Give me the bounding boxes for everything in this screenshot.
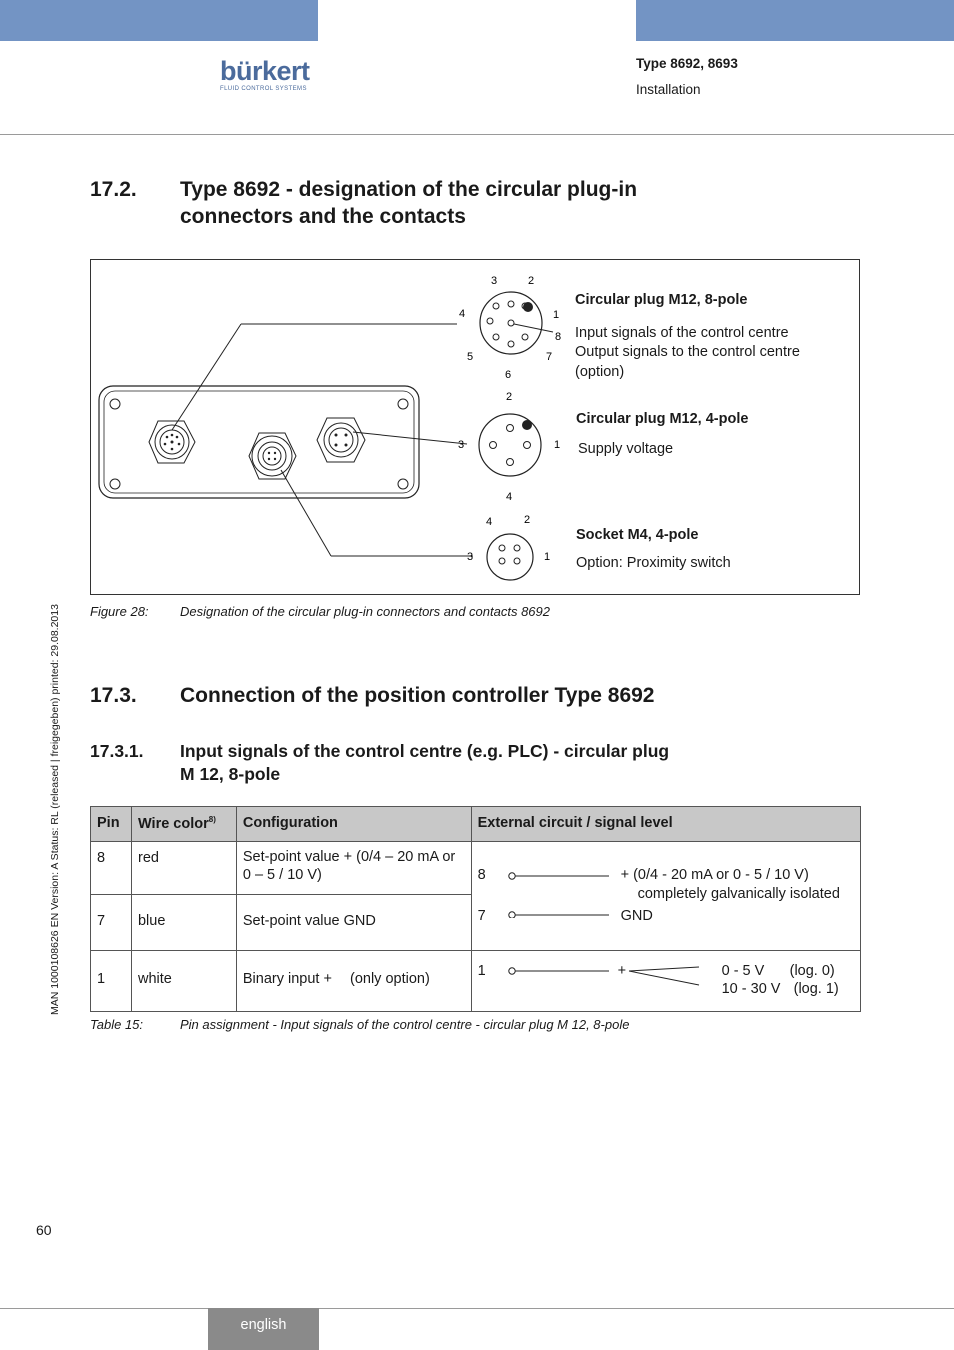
figure-caption-text: Designation of the circular plug-in connectors and contacts 8692 <box>180 604 550 619</box>
table-caption-text: Pin assignment - Input signals of the control centre - circular plug M 12, 8-pole <box>180 1017 630 1032</box>
section-17-2-title-line1: Type 8692 - designation of the circular plug-in <box>180 178 638 201</box>
row-config-main: Binary input + <box>242 971 332 987</box>
socket-line1: Option: Proximity switch <box>576 555 731 571</box>
circuit-pin8: 8 <box>477 867 486 883</box>
footer-rule <box>0 1308 954 1309</box>
socket-label-1: 1 <box>544 551 551 563</box>
row-wire: red <box>131 842 236 895</box>
circuit-pin7-label: GND <box>620 908 653 924</box>
circuit-cell-1 <box>471 951 860 1012</box>
header-wire-color-text: Wire color <box>137 815 209 832</box>
row-wire: white <box>131 951 236 1012</box>
pin4-label-3: 3 <box>458 439 465 451</box>
plug8-line1: Input signals of the control centre <box>575 325 789 341</box>
row-pin: 8 <box>91 842 132 895</box>
section-17-3-title: Connection of the position controller Type 8692 <box>180 684 655 707</box>
plug4-title: Circular plug M12, 4-pole <box>576 411 749 427</box>
pin8-label-2: 2 <box>528 275 535 287</box>
pin8-label-3: 3 <box>491 275 498 287</box>
section-17-3-number: 17.3. <box>90 684 137 707</box>
row-pin: 7 <box>91 895 132 951</box>
header-pin: Pin <box>91 807 132 842</box>
logo-subtitle: FLUID CONTROL SYSTEMS <box>220 86 307 92</box>
plug8-line3: (option) <box>575 364 625 380</box>
burkert-logo <box>220 58 320 92</box>
socket-title: Socket M4, 4-pole <box>576 527 699 543</box>
pin8-label-7: 7 <box>546 351 553 363</box>
pin8-label-6: 6 <box>505 369 512 381</box>
connector-drawing <box>91 260 861 596</box>
row-wire: blue <box>131 895 236 951</box>
pin8-label-4: 4 <box>459 308 466 320</box>
section-17-2-title <box>180 176 637 230</box>
pin-table <box>90 806 861 1012</box>
table-header-row <box>91 807 861 842</box>
header-external-circuit: External circuit / signal level <box>471 807 860 842</box>
plug8-line2: Output signals to the control centre <box>575 344 800 360</box>
section-17-3-1-title <box>180 740 669 786</box>
section-17-2-title-line2: connectors and the contacts <box>180 205 466 228</box>
socket-label-4: 4 <box>486 516 493 528</box>
socket-label-2: 2 <box>524 514 531 526</box>
circuit-pin1: 1 <box>477 963 486 979</box>
circuit-lines-8-7 <box>502 868 612 918</box>
pin4-label-1: 1 <box>554 439 561 451</box>
circuit-lines-1 <box>502 965 732 995</box>
language-tab: english <box>208 1308 319 1350</box>
section-17-2-number: 17.2. <box>90 178 137 201</box>
page-number: 60 <box>36 1222 52 1238</box>
row-config-note: (only option) <box>349 971 430 987</box>
table-row <box>91 951 861 1012</box>
circuit-level0-v: 0 - 5 V <box>721 963 765 979</box>
document-side-note: MAN 1000108626 EN Version: A Status: RL (released | freigegeben) printed: 29.08.2013 <box>49 604 61 1015</box>
plug8-title: Circular plug M12, 8-pole <box>575 292 748 308</box>
circuit-1 <box>472 951 860 1011</box>
circuit-level0-l: (log. 0) <box>789 963 835 979</box>
circuit-pin8-label: + (0/4 - 20 mA or 0 - 5 / 10 V) <box>620 867 809 883</box>
header-bar-left <box>0 0 318 41</box>
plug4-line1: Supply voltage <box>578 441 674 457</box>
header-section: Installation <box>636 82 701 97</box>
pin8-label-8: 8 <box>555 331 562 343</box>
header-wire-color <box>131 807 236 842</box>
section-17-3-1-title-line1: Input signals of the control centre (e.g. PLC) - circular plug <box>180 741 670 761</box>
circuit-pin8-note: completely galvanically isolated <box>637 886 840 902</box>
circuit-level1-v: 10 - 30 V <box>721 981 781 997</box>
connector-figure <box>90 259 860 595</box>
pin8-label-5: 5 <box>467 351 474 363</box>
circuit-pin7: 7 <box>477 908 486 924</box>
circuit-level1-l: (log. 1) <box>793 981 839 997</box>
header-rule <box>0 134 954 135</box>
header-type: Type 8692, 8693 <box>636 56 738 71</box>
circuit-pin1-label: + <box>617 963 627 979</box>
circuit-8-7 <box>472 842 860 950</box>
header-configuration: Configuration <box>236 807 471 842</box>
pin4-label-4: 4 <box>506 491 513 503</box>
row-config: Set-point value + (0/4 – 20 mA or 0 – 5 / 10 V) <box>236 842 471 895</box>
figure-caption-label: Figure 28: <box>90 604 149 619</box>
pin4-label-2: 2 <box>506 391 513 403</box>
header-wire-footnote: 8) <box>208 815 216 824</box>
section-17-3-1-number: 17.3.1. <box>90 741 144 761</box>
table-caption-label: Table 15: <box>90 1017 144 1032</box>
logo-word: bürkert <box>220 56 310 86</box>
row-config: Set-point value GND <box>236 895 471 951</box>
row-pin: 1 <box>91 951 132 1012</box>
pin8-label-1: 1 <box>553 309 560 321</box>
socket-label-3: 3 <box>467 551 474 563</box>
table-row <box>91 842 861 895</box>
section-17-3-1-title-line2: M 12, 8-pole <box>180 764 281 784</box>
circuit-cell-8-7 <box>471 842 860 951</box>
header-bar-right <box>636 0 954 41</box>
row-config <box>236 951 471 1012</box>
